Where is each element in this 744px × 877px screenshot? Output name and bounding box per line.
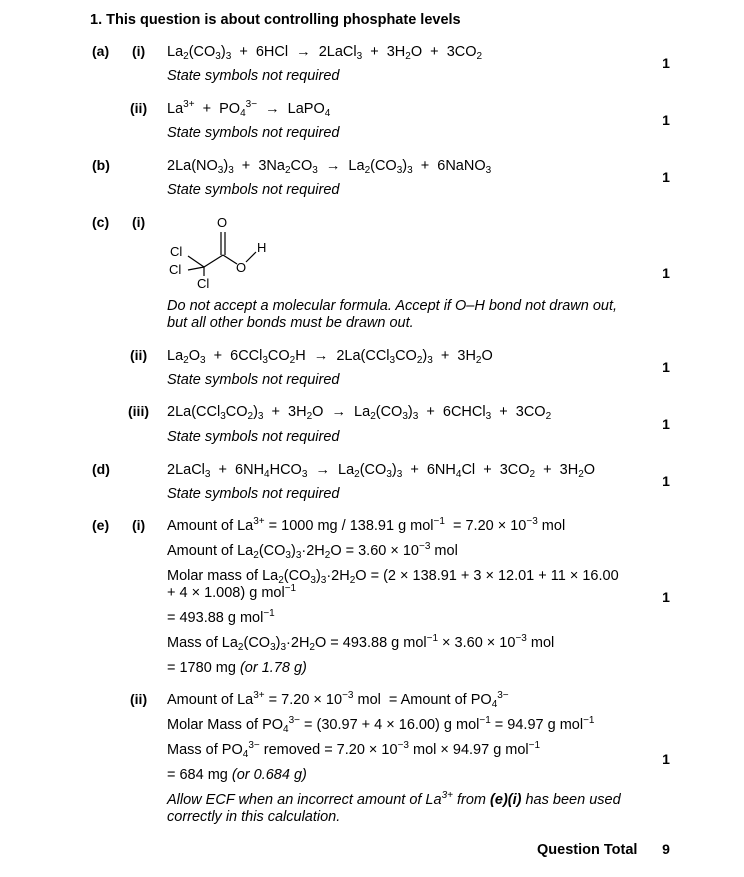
part-a-ii-equation: $La^{3+} + PO_4^{3-}$ → LaPO$_4$ xyxy=(167,99,331,119)
part-e-ii-line-2: Molar Mass of $PO_4^{3-} = (30.97 + 4 \times 16.00)$ g mol$^{-1}$ = 94.97 g mol$^{-1}$ xyxy=(167,715,595,735)
part-a-ii-note: State symbols not required xyxy=(167,125,340,141)
c-c-bond xyxy=(204,255,223,267)
o-h-bond xyxy=(246,252,256,262)
part-d-mark: 1 xyxy=(662,473,670,489)
part-c-ii-mark: 1 xyxy=(662,359,670,375)
part-a-ii-mark: 1 xyxy=(662,112,670,128)
atom-o-top: O xyxy=(217,215,228,230)
part-c-iii-mark: 1 xyxy=(662,416,670,432)
part-e-i-mark: 1 xyxy=(662,589,670,605)
part-c-ii-note: State symbols not required xyxy=(167,372,340,388)
part-b-equation: $2La(NO_3)_3 + 3Na_2CO_3 \to La_2(CO_3)_3$ + 6NaNO$_3$ xyxy=(167,158,492,176)
part-a-i-mark: 1 xyxy=(662,55,670,71)
part-a-ii-label: (ii) xyxy=(130,100,148,116)
part-c-iii-label: (iii) xyxy=(128,403,149,419)
part-a-i-label: (i) xyxy=(132,43,146,59)
part-b-note: State symbols not required xyxy=(167,182,340,198)
part-e-i-line-3: Molar mass of $La_2(CO_3)_3\cdot 2H_2O = (2 \times 138.91 + 3 \times 12.01 + 11 \times 16.00$ xyxy=(167,568,619,586)
atom-cl-1: Cl xyxy=(170,244,183,259)
c-cl-bond-1 xyxy=(188,256,204,267)
part-e-i-line-1: Amount of $La^{3+} = 1000$ mg / 138.91 g $mol^{-1} = 7.20 \times 10^{-3}$ mol xyxy=(167,516,566,534)
part-e-i-line-7: = 1780 mg (or 1.78 g) xyxy=(167,660,307,676)
part-c-label: (c) xyxy=(92,214,110,230)
part-e-ii-line-4: = 684 mg (or 0.684 g) xyxy=(167,767,307,783)
part-d-label: (d) xyxy=(92,461,110,477)
question-total-label: Question Total xyxy=(537,842,638,858)
atom-cl-3: Cl xyxy=(197,276,210,291)
part-a-i-note: State symbols not required xyxy=(167,68,340,84)
part-e-ii-note-2: correctly in this calculation. xyxy=(167,809,341,825)
atom-cl-2: Cl xyxy=(169,262,182,277)
part-e-i-line-6: Mass of $La_2(CO_3)_3\cdot 2H_2O = 493.88$ g $mol^{-1} \times 3.60 \times 10^{-3}$ mol xyxy=(167,633,555,653)
part-a-label: (a) xyxy=(92,43,110,59)
part-c-i-mark: 1 xyxy=(662,265,670,281)
part-e-i-line-5: = 493.88 g mol$^{-1}$ xyxy=(167,608,275,626)
atom-h: H xyxy=(257,240,267,255)
part-e-ii-mark: 1 xyxy=(662,751,670,767)
part-c-i-label: (i) xyxy=(132,214,146,230)
part-c-i-note-1: Do not accept a molecular formula. Accept if O–H bond not drawn out, xyxy=(167,298,618,314)
part-c-iii-equation: $2La(CCl_3CO_2)_3 + 3H_2O \to La_2(CO_3)_3$ + 6CHCl$_3$ + $3CO_2$ xyxy=(167,404,552,422)
part-b-label: (b) xyxy=(92,157,110,173)
part-c-ii-equation: $La_2O_3 + 6CCl_3CO_2H \to 2La(CCl_3CO_2)_3 + 3H_2O$ xyxy=(167,348,493,366)
part-e-ii-line-3: Mass of $PO_4^{3-}$ removed = $7.20 \times 10^{-3}$ mol × 94.97 g mol$^{-1}$ xyxy=(167,740,541,760)
question-total-value: 9 xyxy=(662,841,670,857)
part-c-iii-note: State symbols not required xyxy=(167,429,340,445)
part-e-ii-label: (ii) xyxy=(130,691,148,707)
c-o-bond xyxy=(223,255,237,264)
trichloroacetic-acid-structure xyxy=(160,210,290,292)
part-e-i-line-2: Amount of $La_2(CO_3)_3\cdot 2H_2O = 3.60 \times 10^{-3}$ mol xyxy=(167,541,458,561)
part-a-i-equation: $La_2(CO_3)_3 + 6HCl$ → 2LaCl$_3$ + $3H_2O + 3CO_2$ xyxy=(167,44,483,62)
part-c-i-note-2: but all other bonds must be drawn out. xyxy=(167,315,414,331)
question-title: 1. This question is about controlling phosphate levels xyxy=(90,12,461,28)
part-b-mark: 1 xyxy=(662,169,670,185)
c-cl-bond-2 xyxy=(188,267,204,270)
part-e-label: (e) xyxy=(92,517,110,533)
part-d-equation: 2LaCl$_3$ + $6NH_4HCO_3 \to La_2(CO_3)_3 + 6NH_4Cl + 3CO_2 + 3H_2O$ xyxy=(167,462,596,480)
part-d-note: State symbols not required xyxy=(167,486,340,502)
part-e-ii-line-1: Amount of $La^{3+} = 7.20 \times 10^{-3}$ mol = Amount of $PO_4^{3-}$ xyxy=(167,690,509,710)
atom-o-bottom: O xyxy=(236,260,247,275)
part-c-ii-label: (ii) xyxy=(130,347,148,363)
part-e-ii-note-1: Allow ECF when an incorrect amount of $La^{3+}$ from (e)(i) has been used xyxy=(167,790,621,808)
part-e-i-line-4: + 4 × 1.008) g mol$^{-1}$ xyxy=(167,583,297,601)
part-e-i-label: (i) xyxy=(132,517,146,533)
